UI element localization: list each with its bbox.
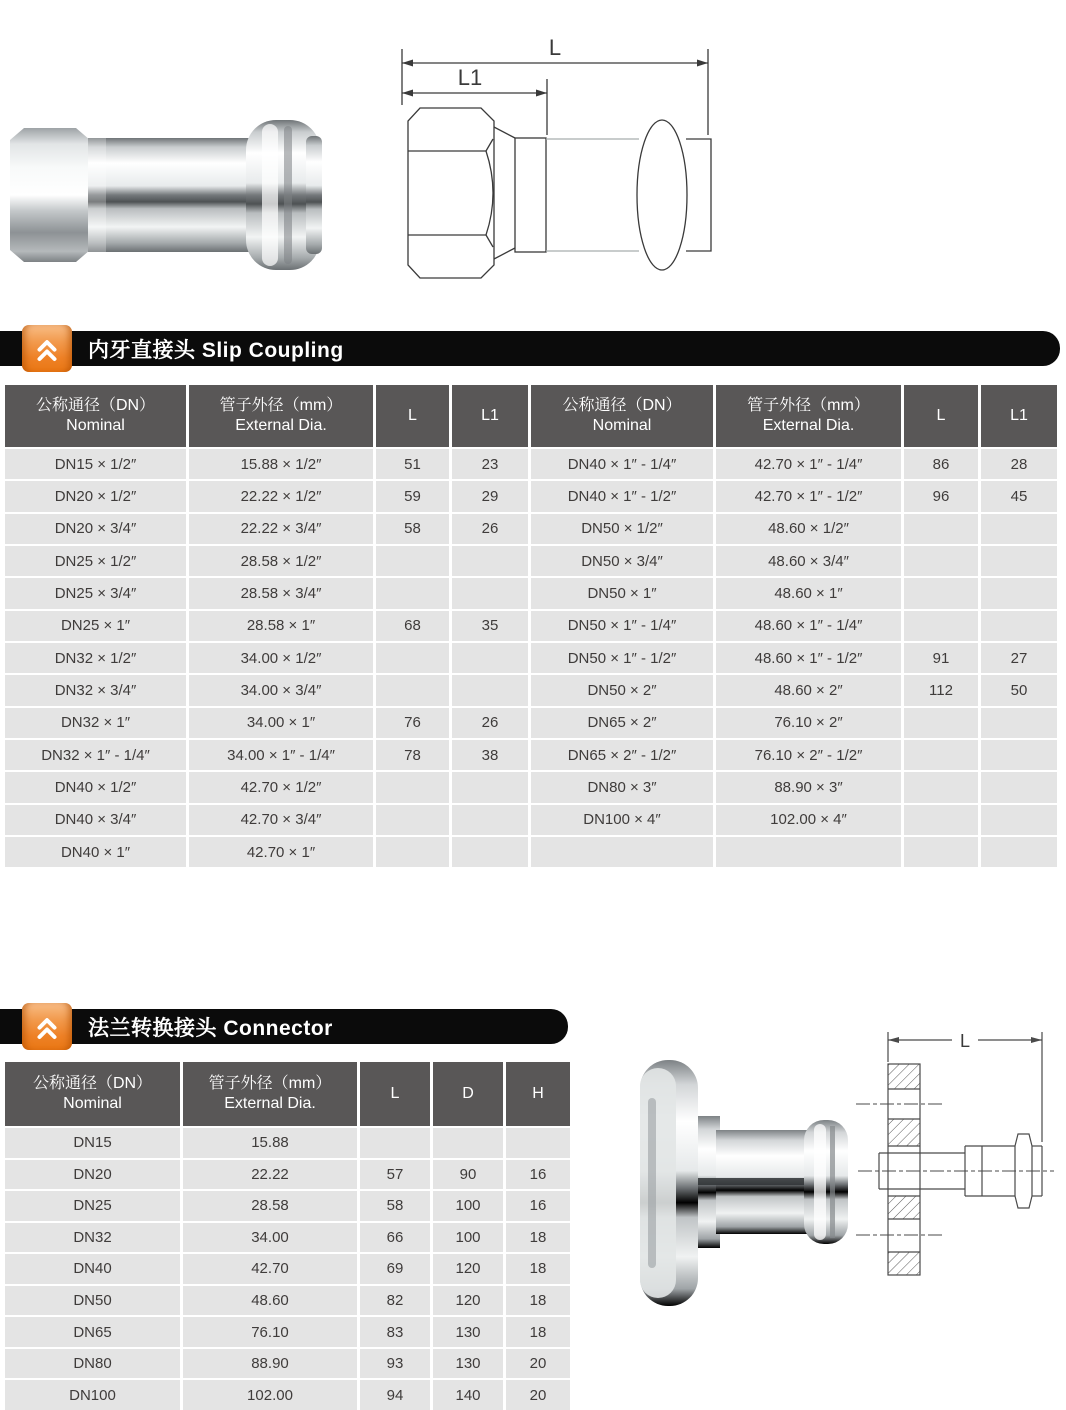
table-cell: 102.00 × 4″ <box>716 805 901 835</box>
table-cell: 18 <box>506 1223 570 1253</box>
table-cell: 88.90 × 3″ <box>716 772 901 802</box>
table-cell <box>904 805 978 835</box>
table-cell: 69 <box>360 1254 430 1284</box>
col-header-external-dia <box>189 385 373 447</box>
header-en: Nominal <box>592 417 652 434</box>
col-header-l: L <box>360 1062 430 1126</box>
table-cell <box>531 837 713 867</box>
table-cell: 45 <box>981 481 1057 511</box>
table-cell: DN25 × 1″ <box>5 611 186 641</box>
table-cell: 48.60 × 1″ - 1/4″ <box>716 611 901 641</box>
table-cell: 120 <box>433 1286 503 1316</box>
table-cell: 42.70 × 1″ - 1/4″ <box>716 449 901 479</box>
dim-label-l: L <box>959 1031 971 1051</box>
table-cell <box>506 1128 570 1158</box>
table-cell: DN65 × 2″ - 1/2″ <box>531 740 713 770</box>
table-cell <box>376 837 449 867</box>
table-cell: 78 <box>376 740 449 770</box>
table-cell: 83 <box>360 1317 430 1347</box>
table-cell: 20 <box>506 1380 570 1410</box>
slip-coupling-drawing <box>390 35 720 295</box>
table-cell: 90 <box>433 1160 503 1190</box>
table-cell: 76.10 × 2″ <box>716 708 901 738</box>
table-cell: 88.90 <box>183 1349 357 1379</box>
dim-label-l1: L1 <box>457 65 483 90</box>
table-cell <box>981 514 1057 544</box>
table-cell <box>376 578 449 608</box>
table-cell <box>904 837 978 867</box>
header-en: External Dia. <box>224 1095 316 1112</box>
header-zh: 公称通径（DN） <box>32 1075 153 1092</box>
table-cell: DN100 <box>5 1380 180 1410</box>
header-en: Nominal <box>66 417 125 434</box>
slip-coupling-banner <box>0 331 1060 366</box>
table-cell: DN32 × 1/2″ <box>5 643 186 673</box>
table-cell: 51 <box>376 449 449 479</box>
table-cell: DN50 × 1″ - 1/4″ <box>531 611 713 641</box>
table-cell: 48.60 × 2″ <box>716 675 901 705</box>
table-cell: 27 <box>981 643 1057 673</box>
table-cell: DN40 × 1/2″ <box>5 772 186 802</box>
table-cell <box>376 546 449 576</box>
table-cell: 59 <box>376 481 449 511</box>
table-cell <box>904 740 978 770</box>
table-cell: 48.60 × 3/4″ <box>716 546 901 576</box>
table-cell: 28.58 × 1″ <box>189 611 373 641</box>
table-cell: 130 <box>433 1317 503 1347</box>
table-cell: 48.60 <box>183 1286 357 1316</box>
table-cell <box>981 805 1057 835</box>
table-cell: 100 <box>433 1191 503 1221</box>
table-cell: 48.60 × 1/2″ <box>716 514 901 544</box>
table-cell <box>981 708 1057 738</box>
table-cell: DN32 × 1″ <box>5 708 186 738</box>
col-header-l: L <box>904 385 978 447</box>
table-cell: DN40 <box>5 1254 180 1284</box>
table-cell: 112 <box>904 675 978 705</box>
table-cell: 20 <box>506 1349 570 1379</box>
table-cell: 50 <box>981 675 1057 705</box>
col-header-nominal <box>531 385 713 447</box>
table-cell: 91 <box>904 643 978 673</box>
connector-banner-title: 法兰转换接头 Connector <box>88 1016 333 1040</box>
table-cell: 76 <box>376 708 449 738</box>
table-cell: DN100 × 4″ <box>531 805 713 835</box>
double-chevron-up-icon <box>22 1003 72 1050</box>
table-cell: DN65 × 2″ <box>531 708 713 738</box>
table-cell: DN25 <box>5 1191 180 1221</box>
table-cell: 28.58 <box>183 1191 357 1221</box>
table-cell: DN80 × 3″ <box>531 772 713 802</box>
table-cell: 58 <box>360 1191 430 1221</box>
table-cell: 29 <box>452 481 528 511</box>
table-cell <box>452 837 528 867</box>
table-cell: 48.60 × 1″ <box>716 578 901 608</box>
table-cell: DN40 × 1″ - 1/4″ <box>531 449 713 479</box>
connector-drawing <box>852 1022 1062 1322</box>
table-cell: 28.58 × 1/2″ <box>189 546 373 576</box>
table-cell <box>981 740 1057 770</box>
connector-banner <box>0 1009 568 1044</box>
header-zh: 管子外径（mm） <box>219 397 343 414</box>
table-cell: 16 <box>506 1191 570 1221</box>
connector-table <box>5 1062 570 1410</box>
table-cell: DN20 <box>5 1160 180 1190</box>
table-cell: 34.00 × 1/2″ <box>189 643 373 673</box>
table-cell: DN40 × 1″ <box>5 837 186 867</box>
table-cell: 15.88 <box>183 1128 357 1158</box>
table-cell <box>452 675 528 705</box>
table-cell <box>452 805 528 835</box>
table-cell: DN50 × 1″ - 1/2″ <box>531 643 713 673</box>
table-cell: DN32 × 3/4″ <box>5 675 186 705</box>
table-cell: DN25 × 3/4″ <box>5 578 186 608</box>
slip-coupling-table <box>5 385 1057 867</box>
col-header-nominal <box>5 385 186 447</box>
header-zh: 管子外径（mm） <box>208 1075 332 1092</box>
table-cell: 48.60 × 1″ - 1/2″ <box>716 643 901 673</box>
table-cell <box>981 837 1057 867</box>
table-cell: 22.22 × 3/4″ <box>189 514 373 544</box>
table-cell <box>904 772 978 802</box>
table-cell: DN15 <box>5 1128 180 1158</box>
table-cell: DN50 × 1/2″ <box>531 514 713 544</box>
table-cell: 82 <box>360 1286 430 1316</box>
table-cell: 34.00 <box>183 1223 357 1253</box>
table-cell: 34.00 × 3/4″ <box>189 675 373 705</box>
table-cell: 58 <box>376 514 449 544</box>
table-cell <box>452 546 528 576</box>
table-cell: DN80 <box>5 1349 180 1379</box>
table-cell <box>376 805 449 835</box>
table-cell: 42.70 × 1/2″ <box>189 772 373 802</box>
slip-table-left <box>5 385 528 867</box>
table-cell: DN40 × 1″ - 1/2″ <box>531 481 713 511</box>
table-cell <box>376 675 449 705</box>
table-cell <box>360 1128 430 1158</box>
table-cell: 16 <box>506 1160 570 1190</box>
slip-table-right <box>531 385 1057 867</box>
table-cell <box>716 837 901 867</box>
table-cell: DN50 <box>5 1286 180 1316</box>
header-en: External Dia. <box>235 417 327 434</box>
header-zh: 公称通径（DN） <box>35 397 156 414</box>
table-cell: 94 <box>360 1380 430 1410</box>
table-cell: 22.22 <box>183 1160 357 1190</box>
header-en: External Dia. <box>762 417 855 434</box>
col-header-h: H <box>506 1062 570 1126</box>
connector-photo <box>618 1058 848 1308</box>
table-cell <box>904 546 978 576</box>
table-cell: 42.70 × 1″ - 1/2″ <box>716 481 901 511</box>
table-cell <box>981 772 1057 802</box>
table-cell: DN50 × 2″ <box>531 675 713 705</box>
table-cell: 130 <box>433 1349 503 1379</box>
table-cell <box>433 1128 503 1158</box>
table-cell: 18 <box>506 1254 570 1284</box>
table-cell: 76.10 <box>183 1317 357 1347</box>
table-cell: DN65 <box>5 1317 180 1347</box>
slip-coupling-banner-title: 内牙直接头 Slip Coupling <box>88 338 344 362</box>
table-cell: 18 <box>506 1317 570 1347</box>
table-cell <box>452 578 528 608</box>
connector-table-grid <box>5 1062 570 1410</box>
table-cell: DN15 × 1/2″ <box>5 449 186 479</box>
table-cell <box>981 611 1057 641</box>
table-cell <box>452 643 528 673</box>
table-cell: 100 <box>433 1223 503 1253</box>
slip-coupling-photo <box>10 106 330 284</box>
table-cell: 26 <box>452 708 528 738</box>
col-header-l1: L1 <box>981 385 1057 447</box>
table-cell <box>904 514 978 544</box>
table-cell: 96 <box>904 481 978 511</box>
table-cell: 18 <box>506 1286 570 1316</box>
col-header-l1: L1 <box>452 385 528 447</box>
table-cell: DN25 × 1/2″ <box>5 546 186 576</box>
col-header-nominal <box>5 1062 180 1126</box>
table-cell: 26 <box>452 514 528 544</box>
table-cell: DN50 × 1″ <box>531 578 713 608</box>
table-cell: DN32 × 1″ - 1/4″ <box>5 740 186 770</box>
col-header-external-dia <box>183 1062 357 1126</box>
table-cell: DN20 × 3/4″ <box>5 514 186 544</box>
table-cell: 42.70 <box>183 1254 357 1284</box>
col-header-l: L <box>376 385 449 447</box>
table-cell: 57 <box>360 1160 430 1190</box>
table-cell: 34.00 × 1″ - 1/4″ <box>189 740 373 770</box>
table-cell <box>376 643 449 673</box>
table-cell: 120 <box>433 1254 503 1284</box>
table-cell: DN20 × 1/2″ <box>5 481 186 511</box>
table-cell: 38 <box>452 740 528 770</box>
table-cell: 140 <box>433 1380 503 1410</box>
table-cell <box>981 546 1057 576</box>
table-cell: 68 <box>376 611 449 641</box>
header-zh: 公称通径（DN） <box>562 397 682 414</box>
table-cell: 22.22 × 1/2″ <box>189 481 373 511</box>
table-cell <box>376 772 449 802</box>
table-cell <box>904 611 978 641</box>
dim-label-l: L <box>548 35 562 60</box>
table-cell: 15.88 × 1/2″ <box>189 449 373 479</box>
table-cell <box>981 578 1057 608</box>
table-cell: 28 <box>981 449 1057 479</box>
table-cell <box>904 578 978 608</box>
table-cell: 42.70 × 3/4″ <box>189 805 373 835</box>
table-cell: DN50 × 3/4″ <box>531 546 713 576</box>
header-zh: 管子外径（mm） <box>747 397 870 414</box>
table-cell: DN32 <box>5 1223 180 1253</box>
col-header-external-dia <box>716 385 901 447</box>
table-cell <box>904 708 978 738</box>
table-cell: 35 <box>452 611 528 641</box>
table-cell: 23 <box>452 449 528 479</box>
table-cell: 102.00 <box>183 1380 357 1410</box>
table-cell: 34.00 × 1″ <box>189 708 373 738</box>
table-cell: 86 <box>904 449 978 479</box>
table-cell: 28.58 × 3/4″ <box>189 578 373 608</box>
col-header-d: D <box>433 1062 503 1126</box>
double-chevron-up-icon <box>22 325 72 372</box>
header-en: Nominal <box>63 1095 122 1112</box>
table-cell: 93 <box>360 1349 430 1379</box>
table-cell: 76.10 × 2″ - 1/2″ <box>716 740 901 770</box>
table-cell: 66 <box>360 1223 430 1253</box>
table-cell <box>452 772 528 802</box>
table-cell: 42.70 × 1″ <box>189 837 373 867</box>
table-cell: DN40 × 3/4″ <box>5 805 186 835</box>
